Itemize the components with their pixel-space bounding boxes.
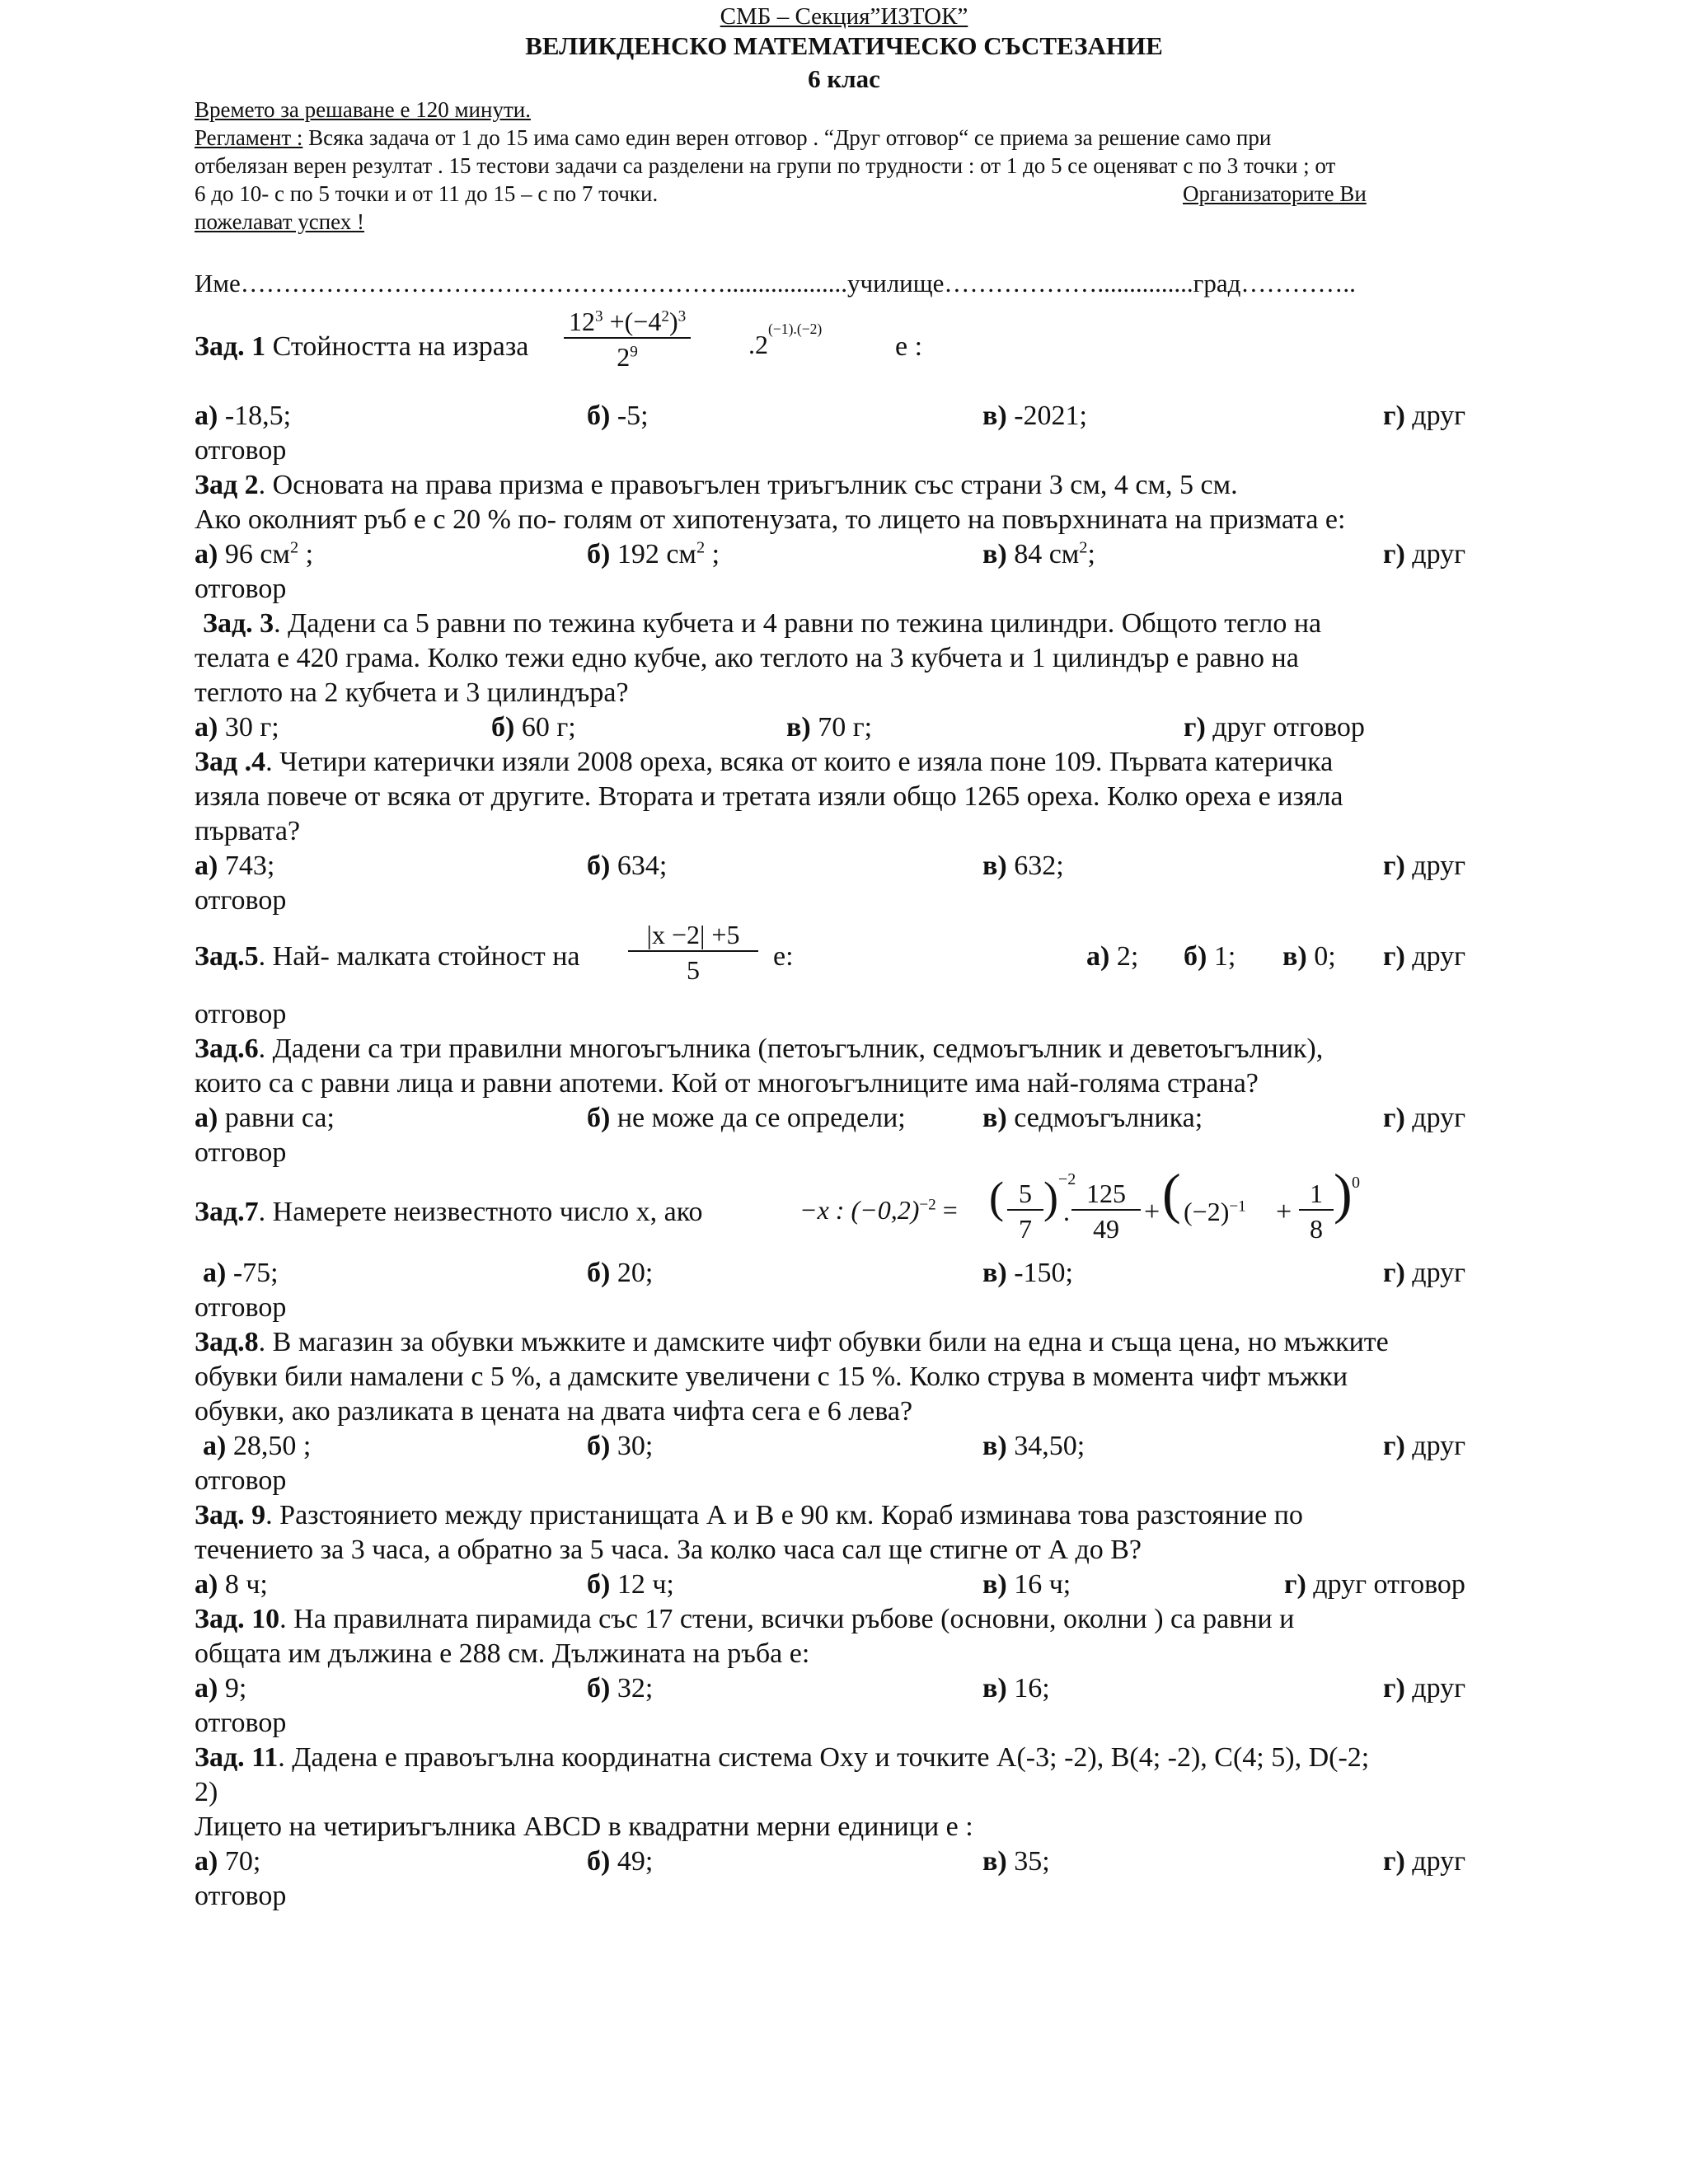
time-note: Времето за решаване е 120 минути.	[195, 97, 531, 122]
problem-11-option-b[interactable]: б) 49;	[587, 1846, 654, 1877]
problem-11-option-c[interactable]: в) 35;	[982, 1846, 1050, 1877]
problem-6-option-d-cont: отговор	[195, 1137, 287, 1168]
problem-6-option-c[interactable]: в) седмоъгълника;	[982, 1103, 1203, 1133]
page-title: ВЕЛИКДЕНСКО МАТЕМАТИЧЕСКО СЪСТЕЗАНИЕ	[525, 31, 1163, 60]
problem-9-option-c[interactable]: в) 16 ч;	[982, 1569, 1071, 1600]
problem-11-option-d[interactable]: г) друг	[1383, 1846, 1466, 1877]
name-school-city-field[interactable]: Име…………………………………………………...................училище………………...............град…………..	[195, 269, 1356, 298]
problem-11-option-a[interactable]: а) 70;	[195, 1846, 261, 1877]
problem-5-fraction: $\frac{|x -2| +5}{5}$	[628, 920, 758, 986]
problem-3-text-3: теглото на 2 кубчета и 3 цилиндъра?	[195, 677, 629, 708]
problem-5-option-b[interactable]: б) 1;	[1184, 941, 1236, 972]
organizers-wish-1: Организаторите Ви	[1183, 181, 1367, 206]
problem-2-option-d-cont: отговор	[195, 574, 287, 604]
problem-9-text-1: Зад. 9. Разстоянието между пристанищата А и В е 90 км. Кораб изминава това разстояние по	[195, 1500, 1303, 1530]
problem-4-text-2: изяла повече от всяка от другите. Втората и третата изяли общо 1265 ореха. Колко ореха е изяла	[195, 781, 1343, 812]
problem-11-text-3: Лицето на четириъгълника ABCD в квадратни мерни единици е :	[195, 1811, 973, 1842]
problem-3-option-b[interactable]: б) 60 г;	[491, 712, 576, 743]
problem-5-option-d[interactable]: г) друг	[1383, 941, 1466, 972]
problem-8-option-d-cont: отговор	[195, 1465, 287, 1496]
problem-7-text: Зад.7. Намерете неизвестното число х, ако	[195, 1197, 703, 1227]
problem-10-option-b[interactable]: б) 32;	[587, 1673, 654, 1704]
problem-11-text-1: Зад. 11. Дадена е правоъгълна координатна система Оxy и точките A(-3; -2), B(4; -2), C(4; 5), D(-2;	[195, 1742, 1370, 1773]
problem-1-text: Зад. 1 Стойността на израза	[195, 331, 529, 362]
problem-8-option-a[interactable]: а) 28,50 ;	[203, 1431, 312, 1461]
problem-7-option-d[interactable]: г) друг	[1383, 1258, 1466, 1288]
problem-8-option-d[interactable]: г) друг	[1383, 1431, 1466, 1461]
problem-4-option-c[interactable]: в) 632;	[982, 851, 1064, 881]
problem-2-text-2: Ако околният ръб е с 20 % по- голям от хипотенузата, то лицето на повърхнината на призмата е:	[195, 504, 1346, 535]
problem-3-option-d[interactable]: г) друг отговор	[1184, 712, 1365, 743]
problem-7-exp-outer: 0	[1352, 1174, 1360, 1192]
problem-2-option-d[interactable]: г) друг	[1383, 539, 1466, 569]
problem-5-option-a[interactable]: а) 2;	[1086, 941, 1139, 972]
problem-7-fraction-1: $\frac{5}{7}$	[1007, 1179, 1043, 1244]
rules-line-2: отбелязан верен резултат . 15 тестови задачи са разделени на групи по трудности : от 1 до 5 се оценяват с по 3 точки ; от	[195, 153, 1336, 178]
problem-6-option-b[interactable]: б) не може да се определи;	[587, 1103, 906, 1133]
problem-1-suffix: е :	[895, 331, 923, 362]
problem-4-option-b[interactable]: б) 634;	[587, 851, 668, 881]
problem-1-option-d[interactable]: г) друг	[1383, 401, 1466, 431]
problem-2-text-1: Зад 2. Основата на права призма е правоъгълен триъгълник със страни 3 см, 4 см, 5 см.	[195, 470, 1238, 500]
problem-4-option-a[interactable]: а) 743;	[195, 851, 275, 881]
problem-7-paren-open-2: (	[1162, 1162, 1181, 1225]
problem-7-option-d-cont: отговор	[195, 1292, 287, 1323]
problem-9-option-a[interactable]: а) 8 ч;	[195, 1569, 268, 1600]
problem-7-dot: .	[1063, 1197, 1070, 1226]
grade-label: 6 клас	[808, 64, 880, 93]
problem-6-text-2: които са с равни лица и равни апотеми. Кой от многоъгълниците има най-голяма страна?	[195, 1068, 1259, 1099]
problem-1-fraction: $\frac{12^3 +(-4^2)^3}{2^9}$	[564, 307, 691, 373]
problem-11-option-d-cont: отговор	[195, 1881, 287, 1911]
organizer-line: СМБ – Секция”ИЗТОК”	[720, 3, 968, 30]
organizers-wish-2: пожелават успех !	[195, 209, 365, 234]
problem-10-option-d[interactable]: г) друг	[1383, 1673, 1466, 1704]
problem-2-option-a[interactable]: а) 96 $см^2$ ;	[195, 538, 314, 569]
problem-1-option-a[interactable]: а) -18,5;	[195, 401, 292, 431]
problem-4-text-3: първата?	[195, 816, 301, 846]
problem-10-option-a[interactable]: а) 9;	[195, 1673, 247, 1704]
problem-6-option-a[interactable]: а) равни са;	[195, 1103, 335, 1133]
problem-4-text-1: Зад .4. Четири катерички изяли 2008 ореха, всяка от които е изяла поне 109. Първата катеричка	[195, 747, 1334, 777]
problem-7-plus: +	[1144, 1197, 1160, 1227]
problem-1-option-d-cont: отговор	[195, 435, 287, 466]
problem-10-text-1: Зад. 10. На правилната пирамида със 17 стени, всички ръбове (основни, околни ) са равни и	[195, 1604, 1295, 1634]
problem-9-option-d[interactable]: г) друг отговор	[1284, 1569, 1465, 1600]
problem-8-option-b[interactable]: б) 30;	[587, 1431, 654, 1461]
rules-line-3: 6 до 10- с по 5 точки и от 11 до 15 – с по 7 точки.	[195, 181, 659, 206]
problem-7-paren-close-2: )	[1334, 1162, 1353, 1225]
problem-7-lhs: −x : $(-0,2)^{-2}$ =	[799, 1195, 958, 1225]
problem-8-text-2: обувки били намалени с 5 %, а дамските увеличени с 15 %. Колко струва в момента чифт мъжки	[195, 1361, 1348, 1392]
problem-6-text-1: Зад.6. Дадени са три правилни многоъгълника (петоъгълник, седмоъгълник и деветоъгълник),	[195, 1033, 1324, 1064]
problem-1-option-b[interactable]: б) -5;	[587, 401, 649, 431]
problem-10-option-c[interactable]: в) 16;	[982, 1673, 1050, 1704]
problem-8-option-c[interactable]: в) 34,50;	[982, 1431, 1085, 1461]
problem-10-text-2: общата им дължина е 288 см. Дължината на ръба е:	[195, 1638, 810, 1669]
problem-7-paren-close-1: )	[1043, 1173, 1058, 1222]
problem-5-text: Зад.5. Най- малката стойност на	[195, 941, 580, 972]
problem-5-option-c[interactable]: в) 0;	[1282, 941, 1336, 972]
problem-4-option-d[interactable]: г) друг	[1383, 851, 1466, 881]
problem-3-text-1: Зад. 3. Дадени са 5 равни по тежина кубчета и 4 равни по тежина цилиндри. Общото тегло на	[203, 608, 1322, 639]
problem-5-suffix: е:	[773, 941, 794, 972]
problem-7-paren-open-1: (	[989, 1173, 1004, 1222]
problem-1-multiplier: $.2^{(-1).(-2)}$	[748, 321, 823, 359]
problem-3-option-a[interactable]: а) 30 г;	[195, 712, 279, 743]
problem-7-option-b[interactable]: б) 20;	[587, 1258, 654, 1288]
problem-8-text-1: Зад.8. В магазин за обувки мъжките и дамските чифт обувки били на една и съща цена, но мъжките	[195, 1327, 1389, 1357]
problem-1-option-c[interactable]: в) -2021;	[982, 401, 1087, 431]
problem-2-option-b[interactable]: б) 192 $см^2$ ;	[587, 538, 720, 569]
problem-5-option-d-cont: отговор	[195, 999, 287, 1029]
problem-7-option-c[interactable]: в) -150;	[982, 1258, 1073, 1288]
problem-3-text-2: телата е 420 грама. Колко тежи едно кубче, ако теглото на 3 кубчета и 1 цилиндър е равно на	[195, 643, 1299, 673]
problem-3-option-c[interactable]: в) 70 г;	[786, 712, 873, 743]
problem-6-option-d[interactable]: г) друг	[1383, 1103, 1466, 1133]
problem-7-inner: $(-2)^{-1}$	[1184, 1197, 1246, 1226]
problem-7-option-a[interactable]: а) -75;	[203, 1258, 279, 1288]
problem-8-text-3: обувки, ако разликата в цената на двата чифта сега е 6 лева?	[195, 1396, 913, 1427]
problem-4-option-d-cont: отговор	[195, 885, 287, 916]
problem-11-text-2: 2)	[195, 1777, 218, 1807]
problem-7-exp-1: −2	[1058, 1170, 1076, 1188]
problem-7-fraction-3: $\frac{1}{8}$	[1299, 1179, 1334, 1244]
rules-line-1: Регламент : Всяка задача от 1 до 15 има само един верен отговор . “Друг отговор“ се приема за решение само при	[195, 125, 1272, 150]
problem-10-option-d-cont: отговор	[195, 1708, 287, 1738]
problem-7-plus-2: +	[1276, 1197, 1292, 1227]
problem-9-option-b[interactable]: б) 12 ч;	[587, 1569, 674, 1600]
problem-7-fraction-2: $\frac{125}{49}$	[1071, 1179, 1141, 1244]
problem-2-option-c[interactable]: в) 84 $см^2$;	[982, 538, 1095, 569]
problem-9-text-2: течението за 3 часа, а обратно за 5 часа. За колко часа сал ще стигне от А до В?	[195, 1535, 1142, 1565]
